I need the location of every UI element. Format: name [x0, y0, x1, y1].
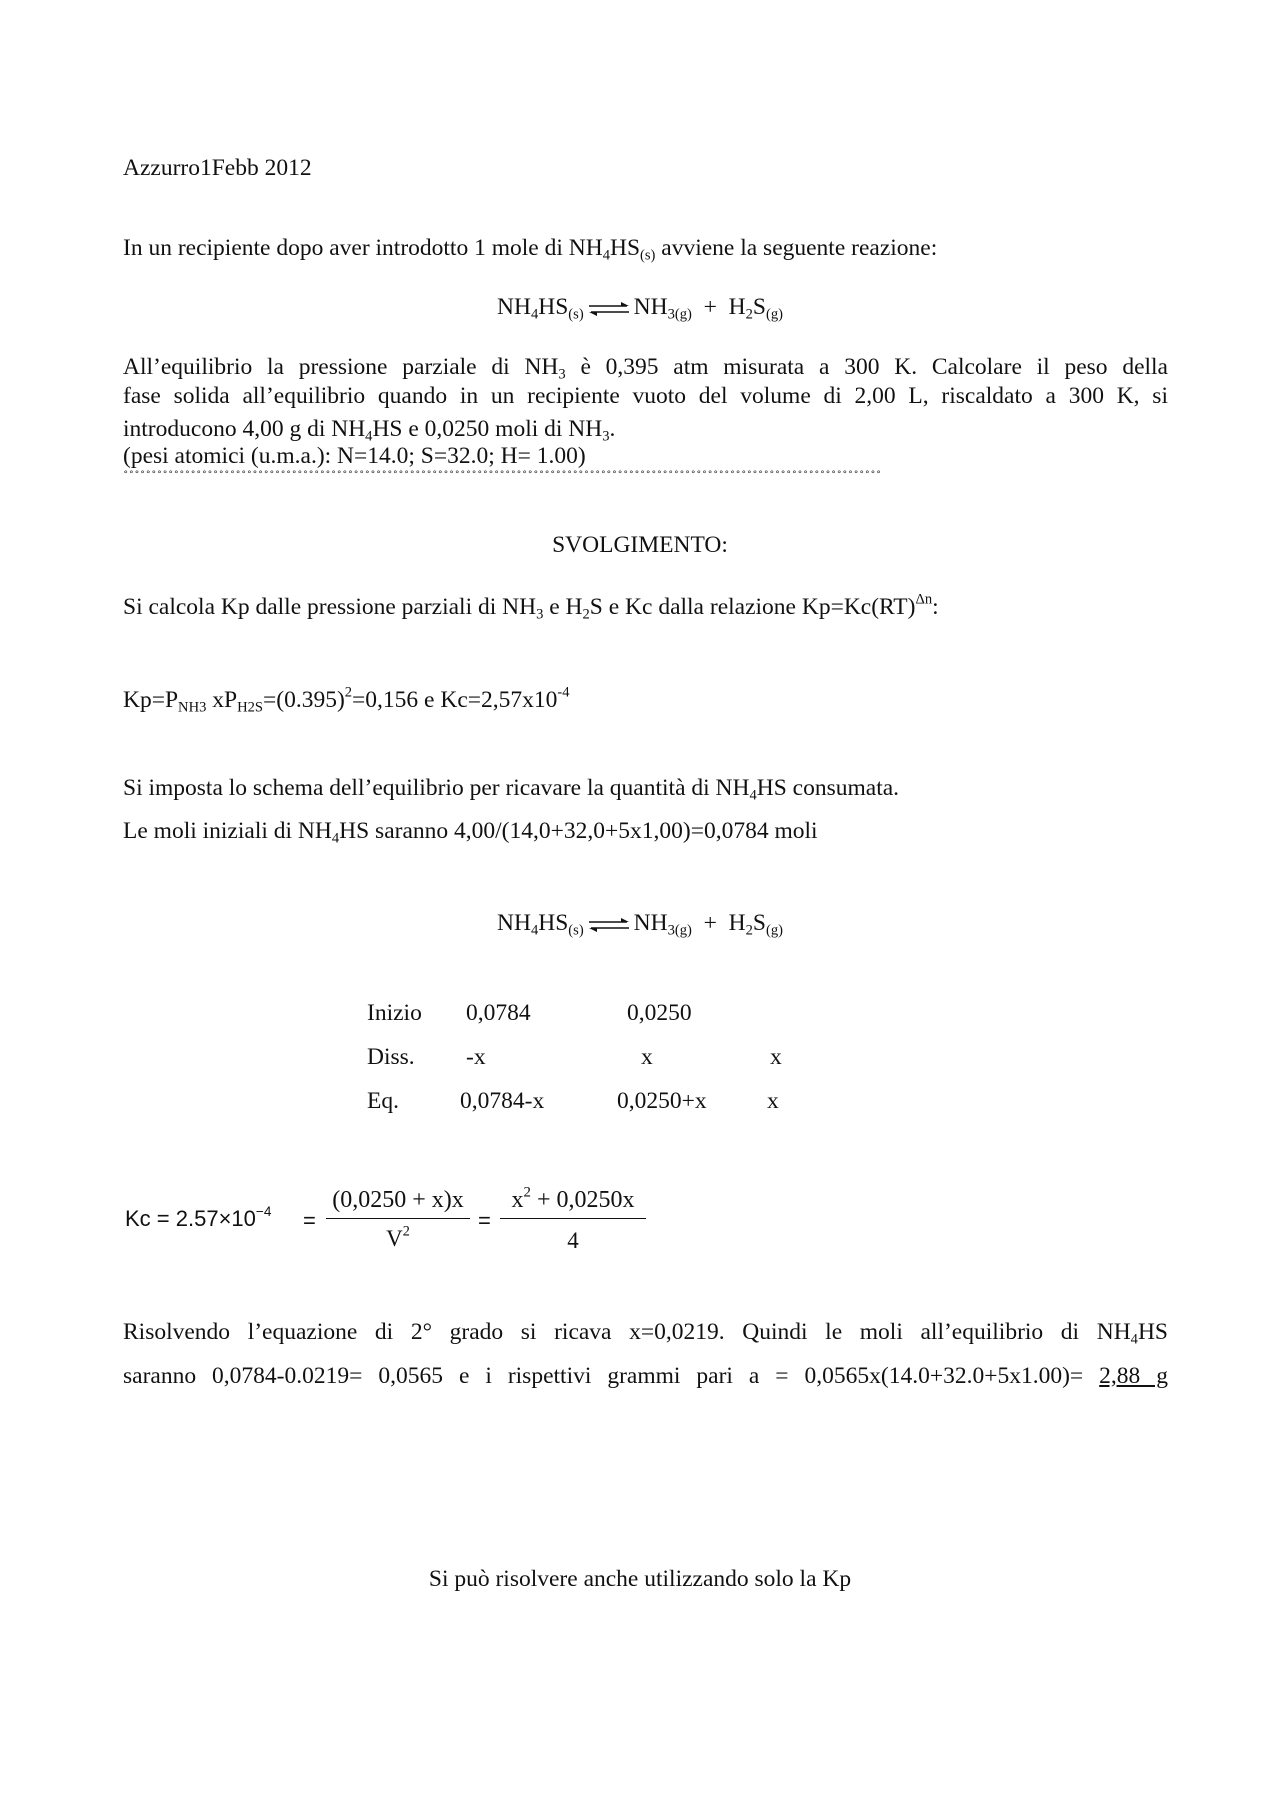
fraction-2-denominator: 4	[567, 1228, 579, 1253]
problem-line-2: fase solida all’equilibrio quando in un recipiente vuoto del volume di 2,00 L, riscaldato a 300 K, si	[123, 383, 1168, 409]
solution-line-2: saranno 0,0784-0.0219= 0,0565 e i rispettivi grammi pari a = 0,0565x(14.0+32.0+5x1.00)= 2,88 g	[123, 1363, 1169, 1389]
reaction-equation-1: $NH_4HS_{(s)}$ $NH_{3(g)} + H_2S_{(g)}$	[497, 294, 783, 323]
fraction-2-numerator: $x^2 + 0,0250x$	[511, 1184, 635, 1213]
equilibrium-arrows-icon	[587, 917, 631, 933]
initial-moles-line: Le moli iniziali di $NH_4HS$ saranno 4,00/(14,0+32,0+5x1,00)=0,0784 moli	[123, 818, 818, 847]
row-label-diss: Diss.	[367, 1044, 415, 1070]
cell-diss-h2s: x	[770, 1044, 782, 1070]
fraction-1-numerator: (0,0250 + x)x	[332, 1187, 464, 1213]
fraction-2-bar	[500, 1218, 646, 1219]
schema-line: Si imposta lo schema dell’equilibrio per ricavare la quantità di $NH_4HS$ consumata.	[123, 775, 900, 804]
equals-sign-2: =	[478, 1208, 491, 1233]
solution-line-1: Risolvendo l’equazione di 2° grado si ricava x=0,0219. Quindi le moli all’equilibrio di $NH_4HS$	[123, 1319, 1168, 1348]
cell-diss-nh4hs: -x	[466, 1044, 486, 1070]
reaction-equation-2: $NH_4HS_{(s)}$ $NH_{3(g)} + H_2S_{(g)}$	[497, 910, 783, 939]
section-title: SVOLGIMENTO:	[552, 532, 728, 558]
cell-eq-nh4hs: 0,0784-x	[460, 1088, 545, 1114]
kc-lhs: $Kc = 2.57\times 10^{-4}$	[125, 1204, 272, 1231]
cell-eq-nh3: 0,0250+x	[617, 1088, 707, 1114]
footer-note: Si può risolvere anche utilizzando solo la Kp	[428, 1566, 852, 1592]
row-label-eq: Eq.	[367, 1088, 399, 1114]
kp-equation: $Kp=P_{NH3}$ $xP_{H2S}=(0.395)^2=0,156$ e $Kc=2,57x10^{-4}$	[123, 684, 570, 716]
cell-eq-h2s: x	[767, 1088, 779, 1114]
fraction-1-bar	[326, 1218, 470, 1219]
cell-diss-nh3: x	[641, 1044, 653, 1070]
problem-intro: In un recipiente dopo aver introdotto 1 mole di $NH_4HS_{(s)}$ avviene la seguente reazione:	[123, 235, 938, 264]
atomic-weights: (pesi atomici (u.m.a.): N=14.0; S=32.0; H= 1.00)	[123, 443, 586, 469]
equilibrium-arrows-icon	[587, 301, 631, 317]
problem-statement	[123, 353, 1168, 411]
solution-paragraph	[123, 1310, 1168, 1398]
problem-line-3: introducono 4,00 g di $NH_4HS$ e 0,0250 moli di $NH_3$.	[123, 416, 616, 445]
equals-sign-1: =	[303, 1208, 316, 1233]
kp-relation-line: Si calcola Kp dalle pressione parziali di $NH_3$ e $H_2S$ e Kc dalla relazione Kp=Kc(RT)$^{\Delta n}$:	[123, 591, 939, 623]
divider: °°°°°°°°°°°°°°°°°°°°°°°°°°°°°°°°°°°°°°°°°°°°°°°°°°°°°°°°°°°°°°°°°°°°°°°°°°°°°°°°°°°°°°°°°°°°°°°°°°°°°°°°°°°°°°°°°°°°°°°°°°°°°°°°°°°°°°°	[123, 470, 882, 480]
document-header: Azzurro1Febb 2012	[123, 155, 312, 181]
result-value: 2,88 g	[1099, 1363, 1169, 1389]
cell-initial-nh3: 0,0250	[627, 1000, 692, 1026]
problem-line-1: All’equilibrio la pressione parziale di $NH_3$ è 0,395 atm misurata a 300 K. Calcolare il peso della	[123, 354, 1168, 383]
row-label-initial: Inizio	[367, 1000, 422, 1026]
fraction-1-denominator: $V^2$	[386, 1223, 410, 1251]
cell-initial-nh4hs: 0,0784	[466, 1000, 531, 1026]
